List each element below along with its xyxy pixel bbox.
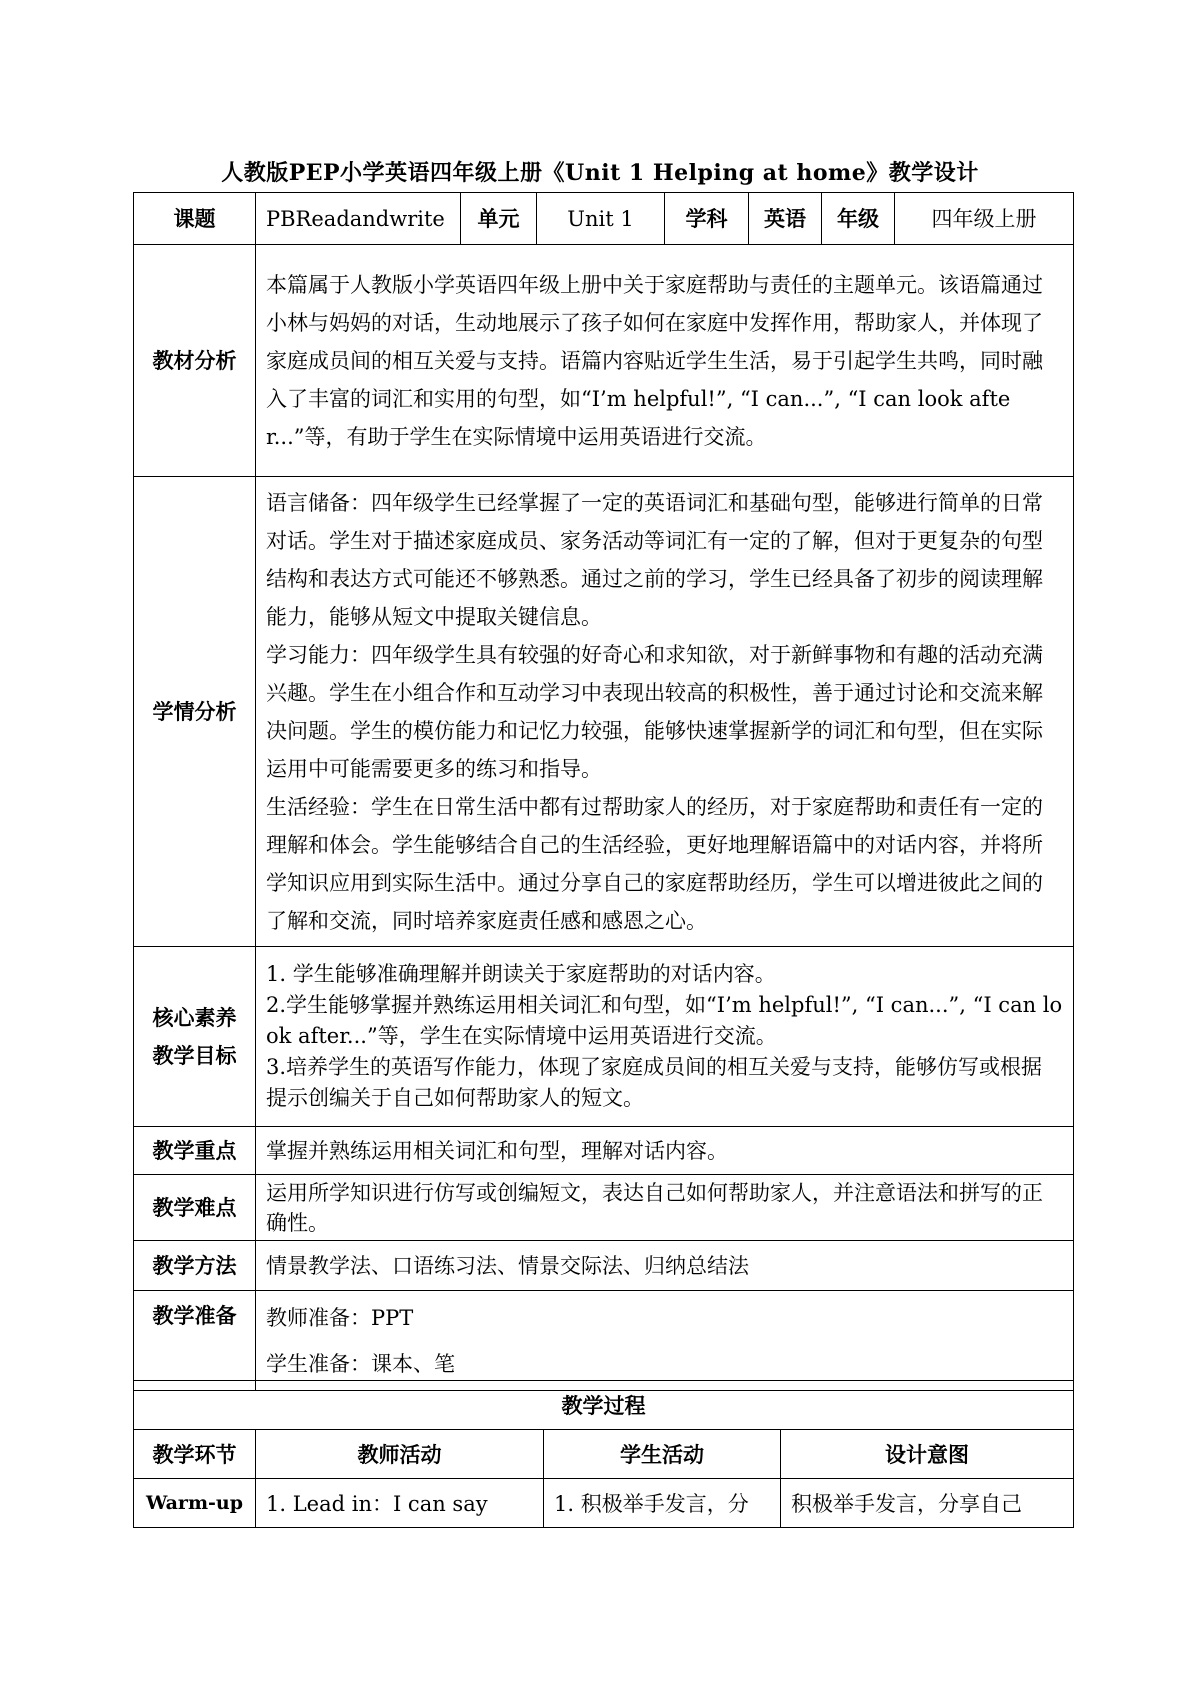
unit-value: Unit 1	[537, 193, 665, 245]
goal-item-2: 2.学生能够掌握并熟练运用相关词汇和句型，如“I’m helpful!”, “I can...”, “I can look after...”等，学生在实际情境中运用英语进行交流。	[266, 993, 1063, 1048]
document-title: 人教版PEP小学英语四年级上册《Unit 1 Helping at home》教学设计	[221, 160, 979, 186]
header-row	[134, 193, 1074, 245]
preparation-row	[134, 1291, 1074, 1391]
process-col-teacher: 教师活动	[256, 1430, 544, 1479]
textbook-analysis-row	[134, 245, 1074, 477]
teaching-process-table	[133, 1380, 1074, 1528]
lesson-plan-table	[133, 192, 1074, 1391]
unit-label: 单元	[461, 193, 537, 245]
student-analysis-row	[134, 477, 1074, 947]
key-points-label: 教学重点	[134, 1127, 256, 1175]
difficulties-row	[134, 1175, 1074, 1241]
process-header-row	[134, 1430, 1074, 1479]
preparation-label: 教学准备	[134, 1291, 256, 1391]
textbook-analysis-text: 本篇属于人教版小学英语四年级上册中关于家庭帮助与责任的主题单元。该语篇通过小林与妈妈的对话，生动地展示了孩子如何在家庭中发挥作用，帮助家人，并体现了家庭成员间的相互关爱与支持。语篇内容贴近学生生活，易于引起学生共鸣，同时融入了丰富的词汇和实用的句型，如“I’m helpful!”, “I can...”, “I can look after...”等，有助于学生在实际情境中运用英语进行交流。	[256, 245, 1074, 477]
core-goals-label-line2: 教学目标	[152, 1042, 237, 1068]
textbook-analysis-label: 教材分析	[134, 245, 256, 477]
course-label: 课题	[134, 193, 256, 245]
grade-value: 四年级上册	[895, 193, 1074, 245]
process-title: 教学过程	[134, 1381, 1074, 1430]
core-goals-cell	[256, 947, 1074, 1127]
learning-ability-paragraph: 学习能力：四年级学生具有较强的好奇心和求知欲，对于新鲜事物和有趣的活动充满兴趣。学生在小组合作和互动学习中表现出较高的积极性，善于通过讨论和交流来解决问题。学生的模仿能力和记忆力较强，能够快速掌握新学的词汇和句型，但在实际运用中可能需要更多的练习和指导。	[266, 642, 1043, 781]
difficulties-text: 运用所学知识进行仿写或创编短文，表达自己如何帮助家人，并注意语法和拼写的正确性。	[256, 1175, 1074, 1241]
methods-row	[134, 1241, 1074, 1291]
core-goals-label	[134, 947, 256, 1127]
student-analysis-cell	[256, 477, 1074, 947]
key-points-text: 掌握并熟练运用相关词汇和句型，理解对话内容。	[256, 1127, 1074, 1175]
core-goals-row	[134, 947, 1074, 1127]
methods-text: 情景教学法、口语练习法、情景交际法、归纳总结法	[256, 1241, 1074, 1291]
subject-label: 学科	[665, 193, 749, 245]
teacher-preparation: 教师准备：PPT	[266, 1305, 414, 1330]
goal-item-1: 1. 学生能够准确理解并朗读关于家庭帮助的对话内容。	[266, 962, 776, 986]
process-col-student: 学生活动	[544, 1430, 781, 1479]
process-col-intent: 设计意图	[781, 1430, 1074, 1479]
teacher-activity-cell: 1. Lead in：I can say	[256, 1479, 544, 1528]
process-col-stage: 教学环节	[134, 1430, 256, 1479]
course-value: PBReadandwrite	[256, 193, 461, 245]
core-goals-label-line1: 核心素养	[152, 1004, 237, 1030]
preparation-cell	[256, 1291, 1074, 1391]
process-row-warmup	[134, 1479, 1074, 1528]
language-reserve-paragraph: 语言储备：四年级学生已经掌握了一定的英语词汇和基础句型，能够进行简单的日常对话。学生对于描述家庭成员、家务活动等词汇有一定的了解，但对于更复杂的句型结构和表达方式可能还不够熟悉。通过之前的学习，学生已经具备了初步的阅读理解能力，能够从短文中提取关键信息。	[266, 490, 1043, 629]
grade-label: 年级	[822, 193, 895, 245]
subject-value: 英语	[749, 193, 822, 245]
life-experience-paragraph: 生活经验：学生在日常生活中都有过帮助家人的经历，对于家庭帮助和责任有一定的理解和体会。学生能够结合自己的生活经验，更好地理解语篇中的对话内容，并将所学知识应用到实际生活中。通过分享自己的家庭帮助经历，学生可以增进彼此之间的了解和交流，同时培养家庭责任感和感恩之心。	[266, 794, 1043, 933]
key-points-row	[134, 1127, 1074, 1175]
student-preparation: 学生准备：课本、笔	[266, 1351, 455, 1376]
goal-item-3: 3.培养学生的英语写作能力，体现了家庭成员间的相互关爱与支持，能够仿写或根据提示创编关于自己如何帮助家人的短文。	[266, 1055, 1043, 1110]
student-analysis-label: 学情分析	[134, 477, 256, 947]
process-title-row	[134, 1381, 1074, 1430]
design-intent-cell: 积极举手发言，分享自己	[781, 1479, 1074, 1528]
methods-label: 教学方法	[134, 1241, 256, 1291]
stage-cell: Warm-up	[134, 1479, 256, 1528]
student-activity-cell: 1. 积极举手发言，分	[544, 1479, 781, 1528]
difficulties-label: 教学难点	[134, 1175, 256, 1241]
